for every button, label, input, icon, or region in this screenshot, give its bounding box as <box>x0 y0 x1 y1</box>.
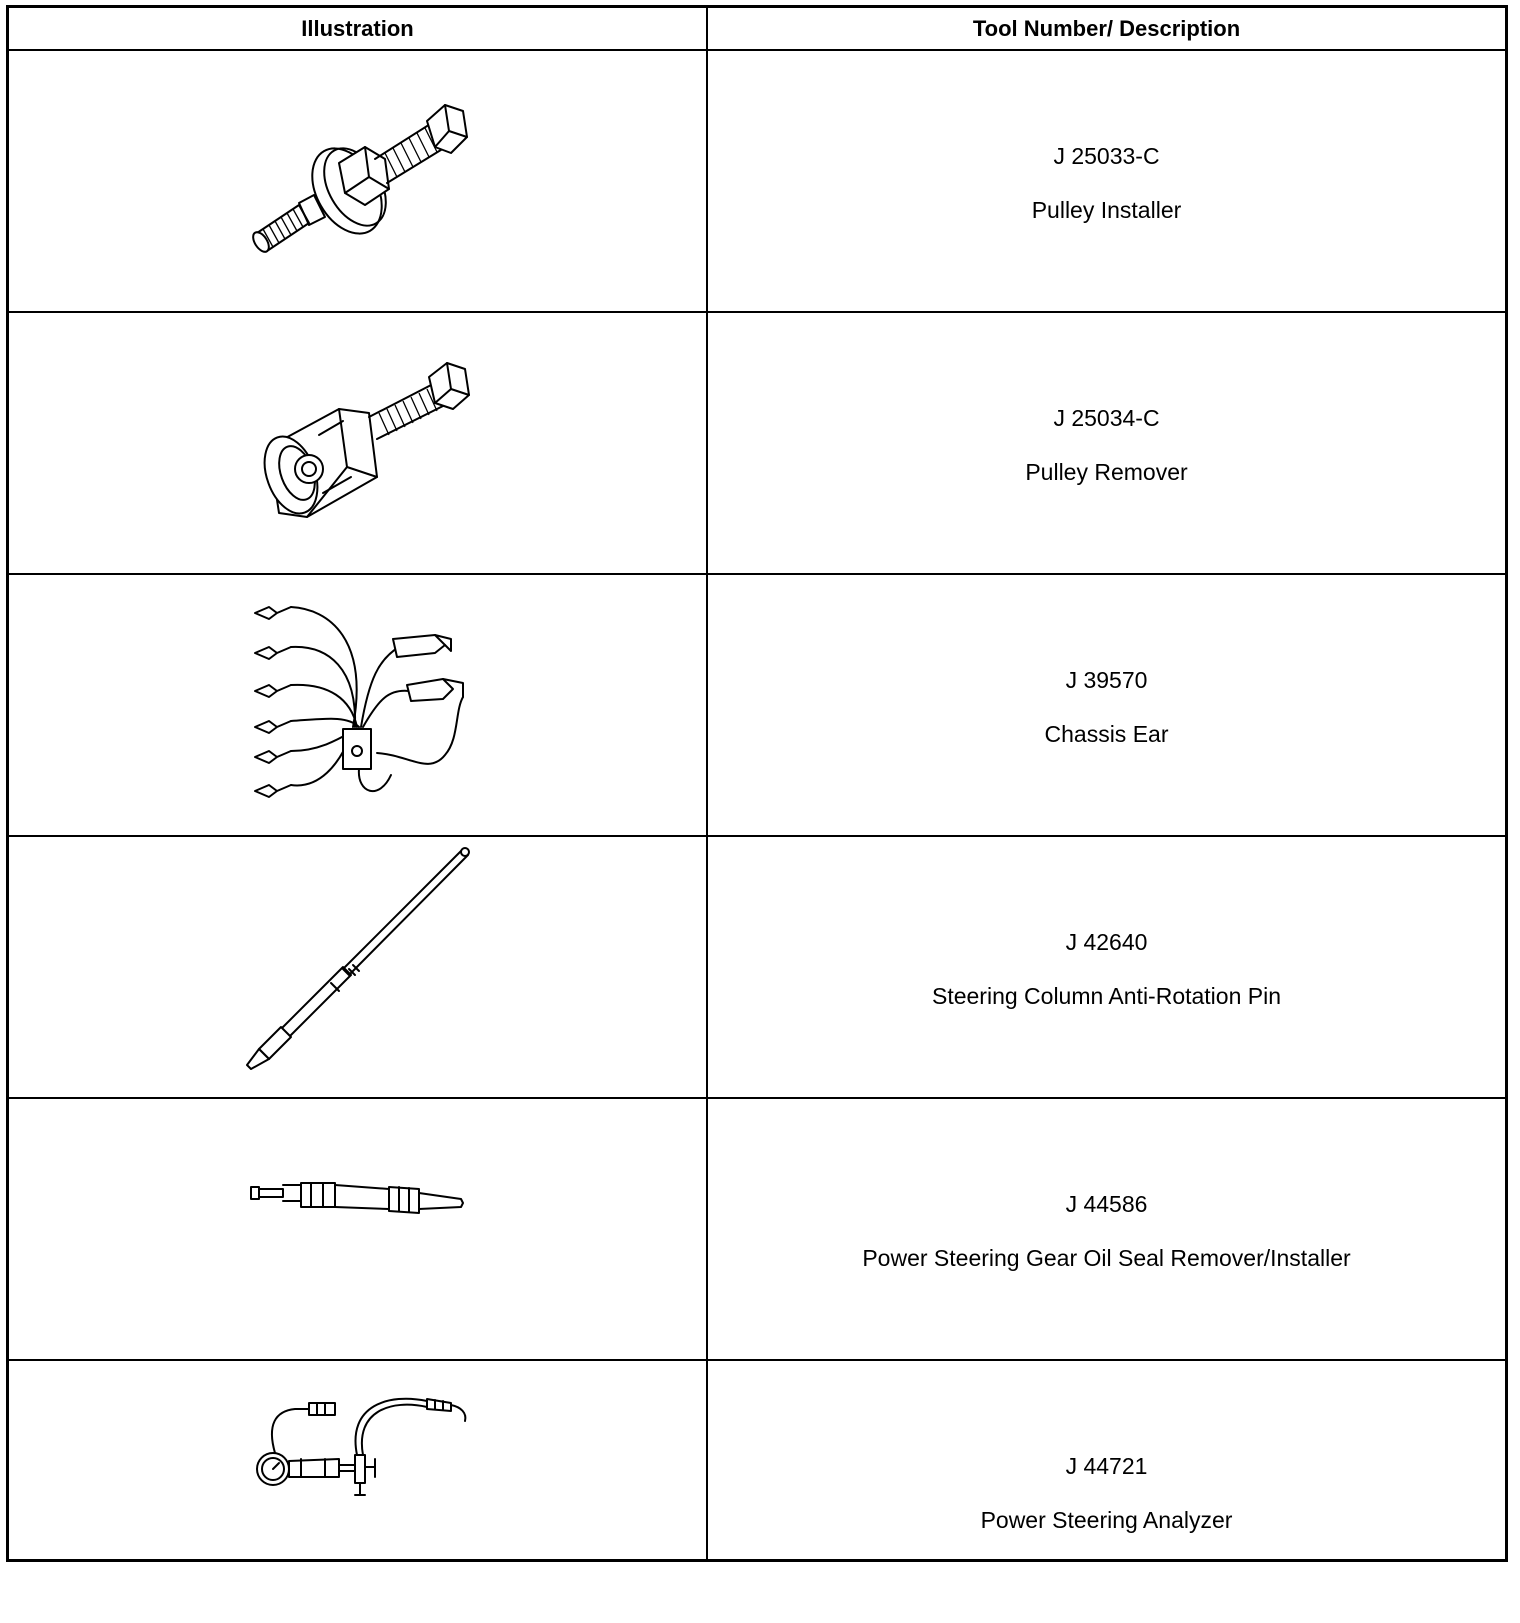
tool-description: Pulley Installer <box>1031 197 1182 223</box>
illustration-column-header: Illustration <box>301 16 414 41</box>
tool-number: J 25034-C <box>1053 405 1160 431</box>
anti-rotation-pin-icon <box>239 841 479 1091</box>
power-steering-analyzer-icon <box>239 1365 479 1615</box>
tool-description-cell <box>708 51 1505 311</box>
illustration-cell <box>9 837 706 1097</box>
table-row <box>9 1099 1505 1361</box>
table-row <box>9 51 1505 313</box>
illustration-cell <box>9 1099 706 1359</box>
table-header-row <box>9 8 1505 51</box>
tool-number: J 44721 <box>1065 1453 1148 1479</box>
tool-number: J 42640 <box>1065 929 1148 955</box>
special-tools-table <box>6 5 1508 1562</box>
tool-number: J 25033-C <box>1053 143 1160 169</box>
illustration-cell <box>9 1361 706 1623</box>
table-row <box>9 837 1505 1099</box>
pulley-remover-icon <box>239 317 479 567</box>
tool-column-header: Tool Number/ Description <box>972 16 1241 41</box>
chassis-ear-icon <box>239 579 479 829</box>
pulley-installer-icon <box>239 55 479 305</box>
tool-number: J 39570 <box>1065 667 1148 693</box>
tool-description-cell <box>708 313 1505 573</box>
tool-description-cell <box>708 575 1505 835</box>
tool-description: Pulley Remover <box>1025 459 1188 485</box>
tool-description-cell <box>708 1361 1505 1623</box>
tool-description-cell <box>708 1099 1505 1359</box>
illustration-cell <box>9 51 706 311</box>
tool-description: Steering Column Anti-Rotation Pin <box>931 983 1282 1009</box>
illustration-cell <box>9 313 706 573</box>
table-row <box>9 1361 1505 1623</box>
tool-description: Power Steering Gear Oil Seal Remover/Installer <box>862 1245 1351 1271</box>
table-row <box>9 313 1505 575</box>
seal-remover-installer-icon <box>239 1103 479 1353</box>
tool-description-cell <box>708 837 1505 1097</box>
tool-number: J 44586 <box>1065 1191 1148 1217</box>
illustration-cell <box>9 575 706 835</box>
tool-description: Power Steering Analyzer <box>980 1507 1233 1533</box>
tool-description: Chassis Ear <box>1044 721 1169 747</box>
table-row <box>9 575 1505 837</box>
